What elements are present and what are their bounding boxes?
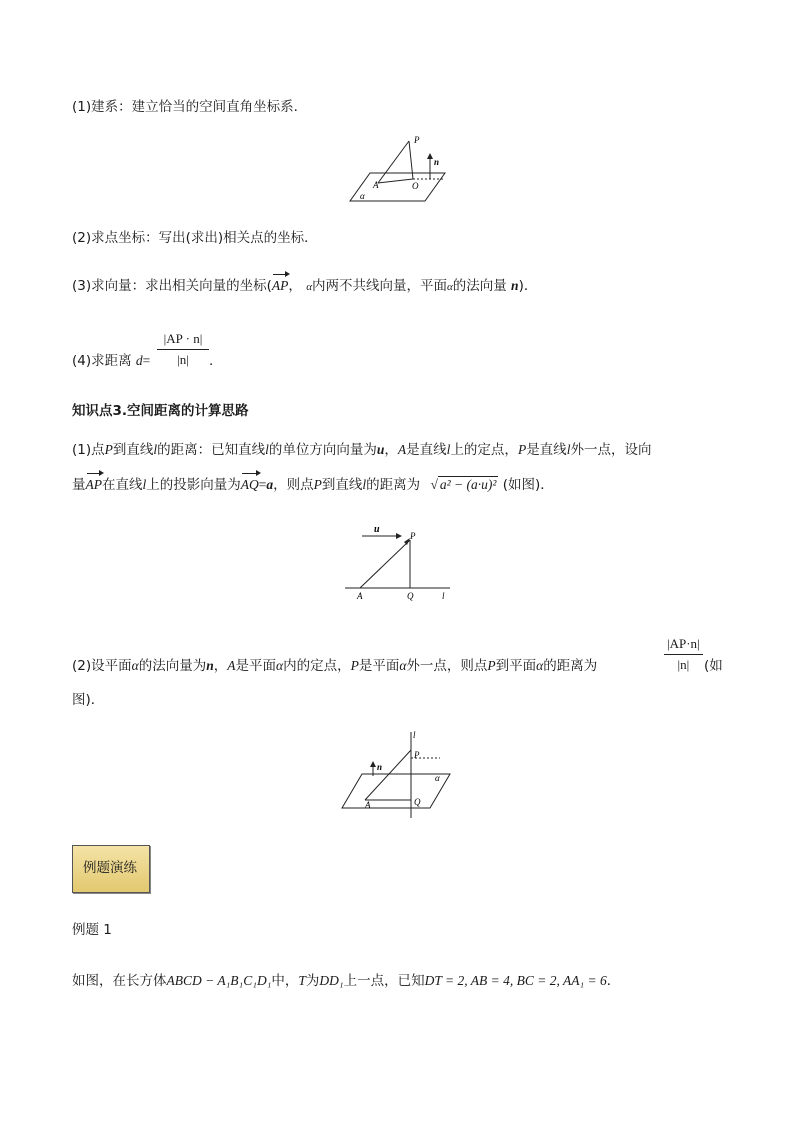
section-heading: 知识点3.空间距离的计算思路 [72, 403, 249, 419]
fig3-label-a: A [365, 800, 371, 810]
step-2-text: (2)求点坐标：写出(求出)相关点的坐标． [72, 230, 318, 246]
fig1-label-o: O [412, 181, 419, 191]
fig1-label-a: A [373, 180, 379, 190]
fig2-label-a: A [357, 591, 363, 601]
para-1-line-1: (1)点P到直线l的距离：已知直线l的单位方向向量为u，A是直线l上的定点，P是直线l外一点，设向 [72, 442, 652, 458]
figure-point-line-distance [340, 520, 465, 602]
para-2-line-1-end: (如 [704, 658, 723, 674]
fig2-label-p: P [410, 531, 416, 541]
example-title: 例题 1 [72, 922, 112, 938]
figure-plane-normal [340, 133, 455, 208]
fig2-label-q: Q [407, 591, 414, 601]
fig2-label-l: l [442, 591, 445, 601]
step-4-fraction: $\frac{|AP \cdot n|}{|n|}$ [157, 331, 209, 368]
fig1-label-n: n [434, 157, 440, 167]
step-4-text: (4)求距离 d= [72, 353, 151, 369]
example-text: 如图，在长方体ABCD − A₁B₁C₁D₁中，T为DD₁上一点，已知DT = 2, AB = 4, BC = 2, AA₁ = 6． [72, 973, 621, 989]
example-practice-box [72, 845, 150, 893]
step-4-end: . [209, 353, 214, 369]
para-2-fraction: $\frac{|AP\cdot n|}{|n|}$ [664, 636, 703, 673]
fig1-label-p: P [414, 135, 420, 145]
para-1-line-2: 量AP在直线l上的投影向量为AQ=a，则点P到直线l的距离为 √ a² − (a·u)² (如图)． [72, 477, 554, 493]
fig3-label-alpha: α [435, 773, 440, 783]
fig2-label-u: u [374, 524, 380, 535]
fig3-label-n: n [377, 762, 383, 772]
para-2-line-1: (2)设平面α的法向量为n，A是平面α内的定点，P是平面α外一点，则点P到平面α的距离为 [72, 658, 598, 674]
fig1-label-alpha: α [360, 191, 365, 201]
fig3-label-q: Q [414, 797, 421, 807]
step-3-text: (3)求向量：求出相关向量的坐标(AP， α内两不共线向量，平面α的法向量 n)． [72, 278, 538, 294]
vector-ap: AP [271, 278, 289, 293]
para-2-line-2: 图)． [72, 692, 105, 708]
figure-point-plane-distance [340, 728, 455, 820]
step-1-text: (1)建系：建立恰当的空间直角坐标系． [72, 99, 308, 115]
example-practice-label: 例题演练 [83, 860, 137, 876]
fig3-label-p: P [414, 750, 420, 760]
fig3-label-l: l [413, 730, 416, 740]
